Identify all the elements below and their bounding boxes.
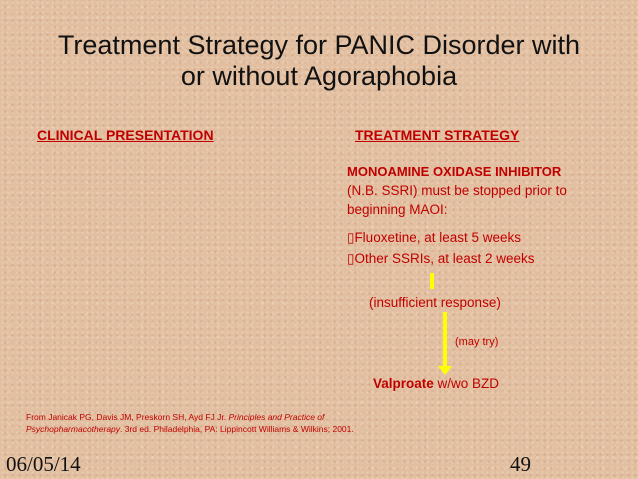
slide-title	[0, 30, 638, 92]
valproate-rest: w/wo BZD	[433, 376, 500, 391]
bullet-text: Fluoxetine, at least 5 weeks	[354, 230, 522, 245]
citation-book-title-1: Principles and Practice of	[228, 412, 325, 422]
citation-publisher: . 3rd ed. Philadelphia, PA: Lippincott Williams & Wilkins; 2001.	[120, 424, 354, 434]
bullet-glyph-icon: ▯	[347, 251, 355, 266]
treatment-strategy-header: TREATMENT STRATEGY	[355, 127, 520, 143]
clinical-presentation-header: CLINICAL PRESENTATION	[37, 127, 214, 143]
citation-line1	[26, 411, 354, 423]
arrow-down-icon	[438, 366, 452, 375]
maoi-note	[347, 181, 627, 219]
flow-arrow-1	[430, 273, 434, 289]
slide-page-number: 49	[510, 452, 531, 476]
citation-line2	[26, 423, 354, 435]
flow-arrow-2	[443, 312, 447, 370]
citation-book-title-2: Psychopharmacotherapy	[26, 424, 121, 434]
bullet-item-other-ssris	[347, 249, 535, 268]
slide-title-line1: Treatment Strategy for PANIC Disorder with	[57, 30, 581, 60]
valproate-bold: Valproate	[373, 376, 434, 391]
maoi-note-line1: (N.B. SSRI) must be stopped prior to	[347, 183, 567, 198]
citation-authors: From Janicak PG, Davis JM, Preskorn SH, Ayd FJ Jr.	[26, 412, 229, 422]
valproate-option	[373, 376, 499, 391]
slide-title-line2: or without Agoraphobia	[180, 61, 458, 91]
bullet-text: Other SSRIs, at least 2 weeks	[354, 251, 535, 266]
may-try-label: (may try)	[455, 336, 499, 348]
slide-date: 06/05/14	[6, 452, 81, 476]
bullet-glyph-icon: ▯	[347, 230, 355, 245]
bullet-item-fluoxetine	[347, 228, 521, 247]
maoi-note-line2: beginning MAOI:	[347, 202, 448, 217]
citation	[26, 411, 354, 435]
insufficient-response-label: (insufficient response)	[369, 295, 501, 310]
maoi-heading: MONOAMINE OXIDASE INHIBITOR	[347, 164, 562, 179]
